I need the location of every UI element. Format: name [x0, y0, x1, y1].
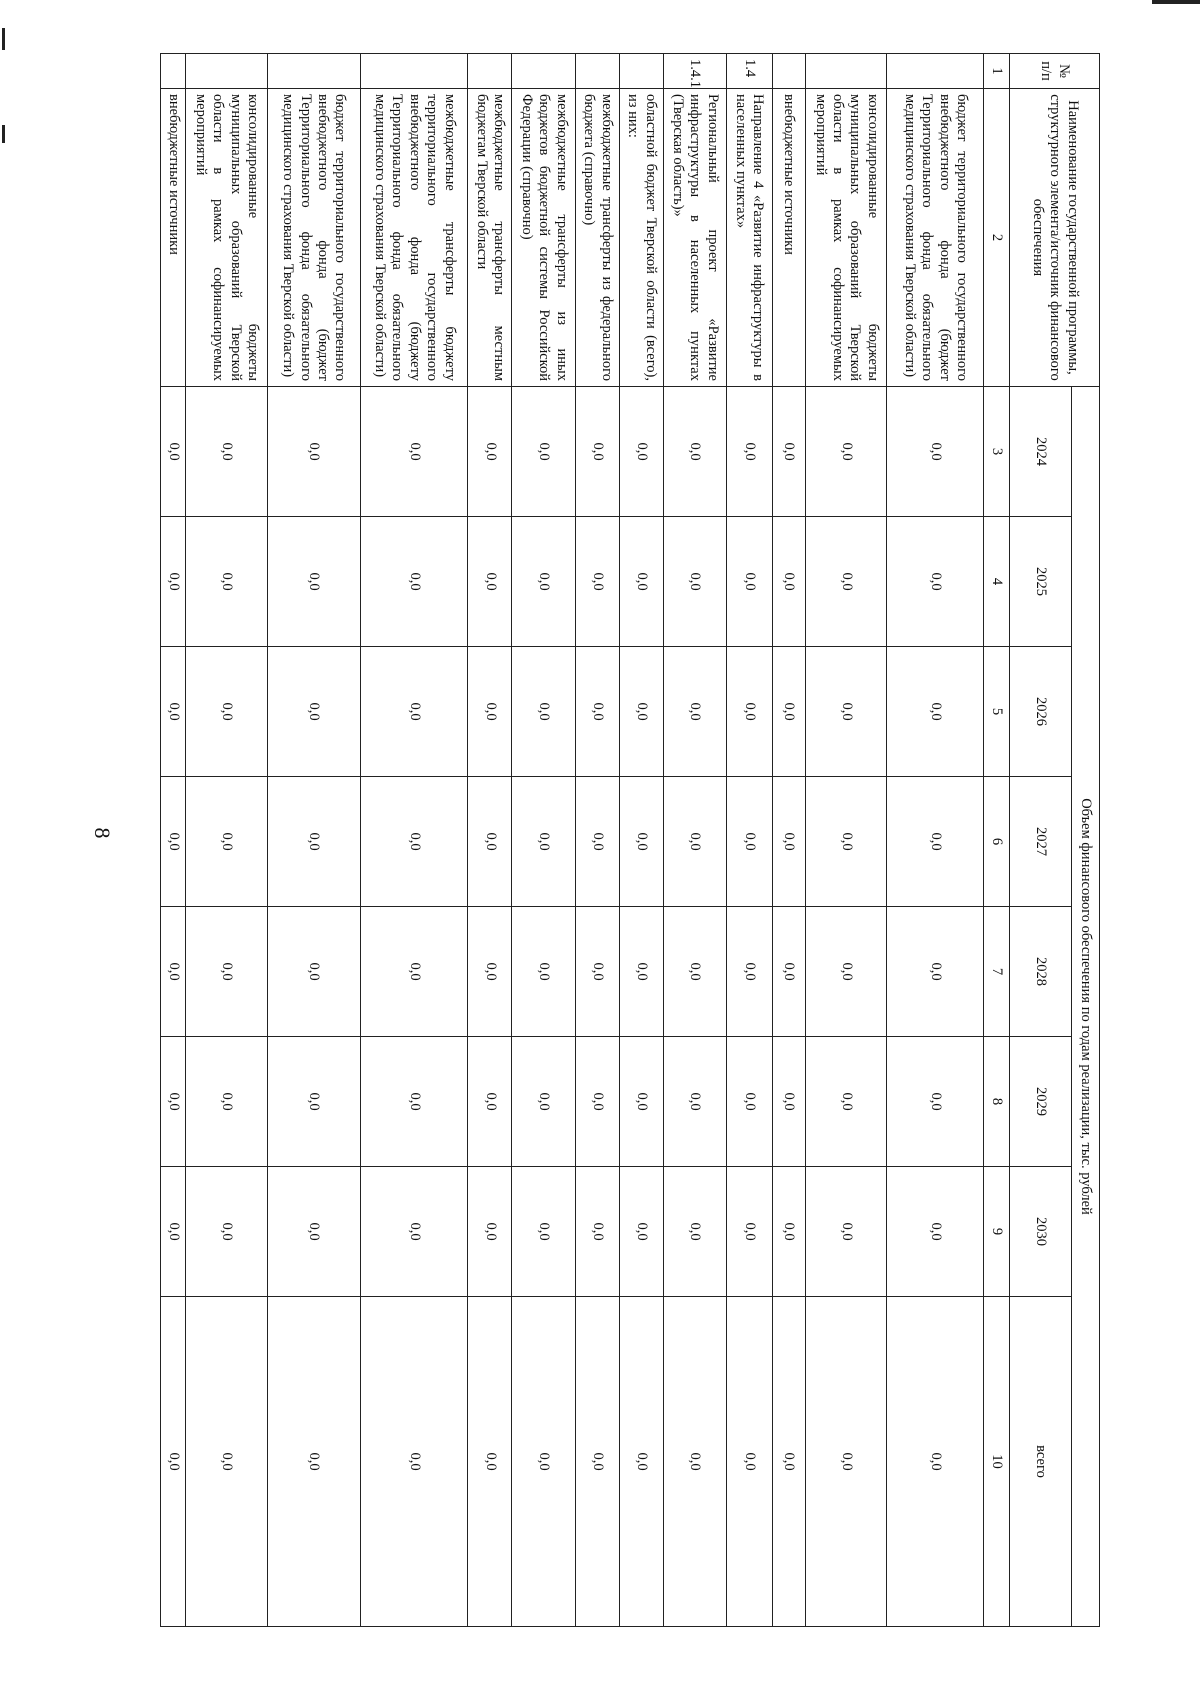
header-name: Наименование государственной программы, структурного элемента/источник финансового обеспечения [1010, 89, 1100, 387]
index-cell: 4 [984, 517, 1010, 647]
row-year-value: 0,0 [267, 387, 360, 517]
row-code [887, 54, 984, 89]
table-row [185, 54, 267, 1627]
row-name: межбюджетные трансферты из федерального бюджета (справочно) [575, 89, 619, 387]
index-cell: 8 [984, 1037, 1010, 1167]
row-year-value: 0,0 [726, 1037, 772, 1167]
row-year-value: 0,0 [663, 517, 726, 647]
row-year-value: 0,0 [619, 647, 663, 777]
row-total-value: 0,0 [575, 1297, 619, 1627]
row-year-value: 0,0 [726, 647, 772, 777]
row-year-value: 0,0 [185, 517, 267, 647]
index-cell: 5 [984, 647, 1010, 777]
row-total-value: 0,0 [663, 1297, 726, 1627]
table-row [772, 54, 805, 1627]
row-name: консолидированные бюджеты муниципальных образований Тверской области в рамках софинансируемых мероприятий [185, 89, 267, 387]
row-year-value: 0,0 [772, 1037, 805, 1167]
table-row [575, 54, 619, 1627]
row-year-value: 0,0 [575, 907, 619, 1037]
row-year-value: 0,0 [185, 907, 267, 1037]
row-year-value: 0,0 [575, 1037, 619, 1167]
row-year-value: 0,0 [267, 907, 360, 1037]
row-total-value: 0,0 [726, 1297, 772, 1627]
row-year-value: 0,0 [887, 1167, 984, 1297]
header-year: 2027 [1010, 777, 1072, 907]
row-total-value: 0,0 [619, 1297, 663, 1627]
row-year-value: 0,0 [663, 907, 726, 1037]
row-year-value: 0,0 [726, 1167, 772, 1297]
row-year-value: 0,0 [468, 1037, 512, 1167]
row-year-value: 0,0 [161, 1037, 186, 1167]
row-year-value: 0,0 [805, 1167, 887, 1297]
row-name: межбюджетные трансферты из иных бюджетов бюджетной системы Российской Федерации (справочно) [512, 89, 576, 387]
table-row [663, 54, 726, 1627]
table-row [360, 54, 468, 1627]
row-year-value: 0,0 [267, 517, 360, 647]
header-total: всего [1010, 1297, 1072, 1627]
header-year: 2029 [1010, 1037, 1072, 1167]
row-year-value: 0,0 [772, 777, 805, 907]
row-year-value: 0,0 [887, 387, 984, 517]
index-cell: 10 [984, 1297, 1010, 1627]
row-year-value: 0,0 [512, 517, 576, 647]
page-number: 8 [90, 827, 115, 839]
row-year-value: 0,0 [468, 517, 512, 647]
table-row [805, 54, 887, 1627]
row-year-value: 0,0 [619, 387, 663, 517]
header-num: № п/п [1010, 54, 1100, 89]
row-year-value: 0,0 [805, 1037, 887, 1167]
row-year-value: 0,0 [887, 777, 984, 907]
row-total-value: 0,0 [267, 1297, 360, 1627]
row-year-value: 0,0 [663, 1037, 726, 1167]
row-year-value: 0,0 [619, 777, 663, 907]
row-year-value: 0,0 [185, 387, 267, 517]
row-total-value: 0,0 [468, 1297, 512, 1627]
row-year-value: 0,0 [468, 647, 512, 777]
row-code [512, 54, 576, 89]
scan-mark-left-top [2, 28, 5, 50]
row-name: Направление 4 «Развитие инфраструктуры в населенных пунктах» [726, 89, 772, 387]
row-year-value: 0,0 [575, 777, 619, 907]
row-year-value: 0,0 [772, 647, 805, 777]
row-total-value: 0,0 [805, 1297, 887, 1627]
row-code [619, 54, 663, 89]
row-total-value: 0,0 [887, 1297, 984, 1627]
row-year-value: 0,0 [512, 647, 576, 777]
row-year-value: 0,0 [512, 1167, 576, 1297]
index-cell: 1 [984, 54, 1010, 89]
row-year-value: 0,0 [805, 777, 887, 907]
row-year-value: 0,0 [267, 1167, 360, 1297]
row-name: Региональный проект «Развитие инфраструктуры в населенных пунктах (Тверская область)» [663, 89, 726, 387]
row-total-value: 0,0 [360, 1297, 468, 1627]
row-year-value: 0,0 [805, 517, 887, 647]
row-year-value: 0,0 [887, 1037, 984, 1167]
row-name: бюджет территориального государственного внебюджетного фонда (бюджет Территориального фонда обязательного медицинского страхования Тверской области) [887, 89, 984, 387]
row-year-value: 0,0 [161, 907, 186, 1037]
row-year-value: 0,0 [360, 647, 468, 777]
row-year-value: 0,0 [663, 647, 726, 777]
row-year-value: 0,0 [619, 907, 663, 1037]
row-year-value: 0,0 [619, 517, 663, 647]
row-year-value: 0,0 [360, 907, 468, 1037]
header-year: 2025 [1010, 517, 1072, 647]
row-year-value: 0,0 [575, 517, 619, 647]
row-name: внебюджетные источники [772, 89, 805, 387]
row-year-value: 0,0 [512, 387, 576, 517]
row-year-value: 0,0 [185, 1167, 267, 1297]
row-year-value: 0,0 [161, 517, 186, 647]
table-row [161, 54, 186, 1627]
row-year-value: 0,0 [619, 1037, 663, 1167]
row-code [805, 54, 887, 89]
row-year-value: 0,0 [161, 647, 186, 777]
row-year-value: 0,0 [726, 387, 772, 517]
row-year-value: 0,0 [468, 1167, 512, 1297]
row-total-value: 0,0 [512, 1297, 576, 1627]
row-code: 1.4 [726, 54, 772, 89]
row-year-value: 0,0 [575, 1167, 619, 1297]
row-year-value: 0,0 [360, 517, 468, 647]
row-year-value: 0,0 [663, 777, 726, 907]
row-year-value: 0,0 [512, 1037, 576, 1167]
index-cell: 6 [984, 777, 1010, 907]
row-name: областной бюджет Тверской области (всего), из них: [619, 89, 663, 387]
row-code [267, 54, 360, 89]
row-year-value: 0,0 [726, 777, 772, 907]
row-year-value: 0,0 [161, 777, 186, 907]
row-year-value: 0,0 [360, 777, 468, 907]
row-code [360, 54, 468, 89]
row-year-value: 0,0 [575, 387, 619, 517]
table-body [161, 54, 984, 1627]
row-code [468, 54, 512, 89]
row-name: консолидированные бюджеты муниципальных образований Тверской области в рамках софинансируемых мероприятий [805, 89, 887, 387]
row-name: межбюджетные трансферты местным бюджетам Тверской области [468, 89, 512, 387]
row-name: бюджет территориального государственного внебюджетного фонда (бюджет Территориального фонда обязательного медицинского страхования Тверской области) [267, 89, 360, 387]
row-year-value: 0,0 [267, 777, 360, 907]
row-year-value: 0,0 [772, 1167, 805, 1297]
index-cell: 7 [984, 907, 1010, 1037]
row-year-value: 0,0 [360, 1167, 468, 1297]
row-year-value: 0,0 [360, 387, 468, 517]
row-year-value: 0,0 [805, 907, 887, 1037]
row-year-value: 0,0 [185, 1037, 267, 1167]
row-year-value: 0,0 [161, 387, 186, 517]
row-total-value: 0,0 [772, 1297, 805, 1627]
row-total-value: 0,0 [161, 1297, 186, 1627]
row-year-value: 0,0 [267, 647, 360, 777]
row-year-value: 0,0 [772, 387, 805, 517]
row-year-value: 0,0 [468, 777, 512, 907]
table-row [726, 54, 772, 1627]
row-code [772, 54, 805, 89]
row-year-value: 0,0 [575, 647, 619, 777]
row-year-value: 0,0 [887, 647, 984, 777]
row-year-value: 0,0 [185, 647, 267, 777]
row-year-value: 0,0 [887, 907, 984, 1037]
header-year: 2028 [1010, 907, 1072, 1037]
index-cell: 3 [984, 387, 1010, 517]
rotated-table-wrapper [160, 53, 1100, 1626]
table-row [619, 54, 663, 1627]
row-code [575, 54, 619, 89]
row-code [161, 54, 186, 89]
row-code [185, 54, 267, 89]
index-cell: 2 [984, 89, 1010, 387]
row-year-value: 0,0 [360, 1037, 468, 1167]
row-year-value: 0,0 [726, 907, 772, 1037]
row-year-value: 0,0 [267, 1037, 360, 1167]
row-year-value: 0,0 [619, 1167, 663, 1297]
index-cell: 9 [984, 1167, 1010, 1297]
table-row [512, 54, 576, 1627]
row-year-value: 0,0 [468, 907, 512, 1037]
row-name: внебюджетные источники [161, 89, 186, 387]
table-row [468, 54, 512, 1627]
financing-table [160, 53, 1100, 1627]
row-year-value: 0,0 [663, 387, 726, 517]
row-code: 1.4.1 [663, 54, 726, 89]
row-year-value: 0,0 [805, 387, 887, 517]
row-year-value: 0,0 [161, 1167, 186, 1297]
row-name: межбюджетные трансферты бюджету территориального государственного внебюджетного фонда (бюджету Территориального фонда обязательного медицинского страхования Тверской области) [360, 89, 468, 387]
scan-mark-top-right [1152, 0, 1200, 4]
row-year-value: 0,0 [772, 907, 805, 1037]
header-year: 2026 [1010, 647, 1072, 777]
table-row [267, 54, 360, 1627]
row-year-value: 0,0 [468, 387, 512, 517]
header-volume-group: Объем финансового обеспечения по годам реализации, тыс. рублей [1072, 387, 1100, 1627]
scan-mark-left-mid [2, 125, 5, 143]
header-index-row [984, 54, 1010, 1627]
row-year-value: 0,0 [772, 517, 805, 647]
row-year-value: 0,0 [887, 517, 984, 647]
row-year-value: 0,0 [726, 517, 772, 647]
header-year: 2030 [1010, 1167, 1072, 1297]
row-year-value: 0,0 [663, 1167, 726, 1297]
row-year-value: 0,0 [805, 647, 887, 777]
table-row [887, 54, 984, 1627]
row-year-value: 0,0 [512, 777, 576, 907]
row-total-value: 0,0 [185, 1297, 267, 1627]
row-year-value: 0,0 [185, 777, 267, 907]
header-year: 2024 [1010, 387, 1072, 517]
row-year-value: 0,0 [512, 907, 576, 1037]
